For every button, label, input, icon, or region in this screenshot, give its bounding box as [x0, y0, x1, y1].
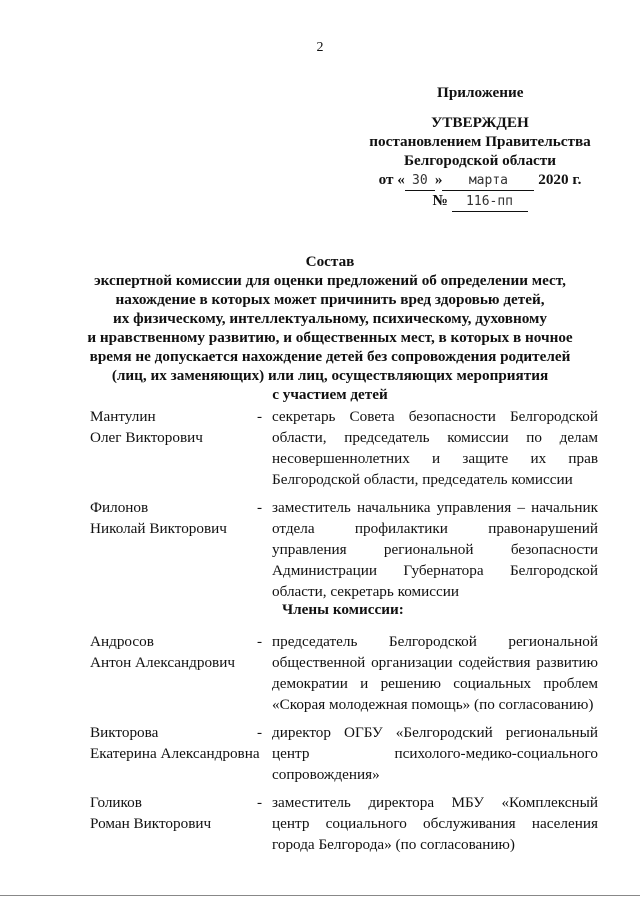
- page-number: 2: [316, 40, 324, 55]
- title-line: с участием детей: [272, 386, 388, 403]
- member-name: [90, 631, 263, 673]
- member-name: [90, 792, 263, 834]
- title-line: время не допускается нахождение детей без сопровождения родителей: [89, 348, 571, 365]
- approved-line-2: Белгородской области: [403, 152, 556, 169]
- decree-number-value: 116-пп: [466, 194, 514, 209]
- member-surname: Филонов: [90, 499, 149, 516]
- date-month: марта: [468, 173, 508, 188]
- member-role: заместитель начальника управления – начальник отдела профилактики правонарушений управления региональной безопасности Администрации Губернатора Белгородской области, секретарь комиссии: [272, 499, 598, 600]
- document-title: [70, 252, 590, 404]
- title-line: их физическому, интеллектуальному, психическому, духовному: [113, 310, 547, 327]
- member-role: председатель Белгородской региональной общественной организации содействия развитию демократии и решению социальных проблем «Скорая молодежная помощь» (по согласованию): [272, 633, 598, 713]
- member-dash: -: [257, 794, 263, 811]
- member-given-name: Роман Викторович: [90, 815, 212, 832]
- member-role: директор ОГБУ «Белгородский региональный центр психолого-медико-социального сопровождения»: [272, 724, 598, 783]
- member-given-name: Екатерина Александровна: [90, 745, 260, 762]
- member-role: секретарь Совета безопасности Белгородской области, председатель комиссии по делам несовершеннолетних и защите их прав Белгородской области, председатель комиссии: [272, 408, 598, 488]
- approved-line-1: постановлением Правительства: [369, 133, 591, 150]
- member-role: заместитель директора МБУ «Комплексный центр социального обслуживания населения города Белгорода» (по согласованию): [272, 794, 598, 853]
- appendix-label: Приложение: [437, 84, 524, 101]
- member-given-name: Николай Викторович: [90, 520, 227, 537]
- title-line: экспертной комиссии для оценки предложений об определении мест,: [94, 272, 566, 289]
- date-year: 2020 г.: [538, 171, 582, 188]
- number-label: №: [432, 192, 448, 209]
- member-given-name: Антон Александрович: [90, 654, 235, 671]
- member-dash: -: [257, 633, 263, 650]
- decree-date: [330, 170, 630, 191]
- member-name: [90, 722, 270, 764]
- title-heading: Состав: [305, 253, 355, 270]
- approved-title: УТВЕРЖДЕН: [431, 114, 529, 131]
- member-given-name: Олег Викторович: [90, 429, 203, 446]
- member-surname: Мантулин: [90, 408, 156, 425]
- members-heading: Члены комиссии:: [282, 601, 404, 618]
- member-name: [90, 497, 263, 539]
- title-line: (лиц, их заменяющих) или лиц, осуществляющих мероприятия: [111, 367, 549, 384]
- approval-block: [330, 113, 630, 212]
- member-name: [90, 406, 263, 448]
- member-dash: -: [257, 499, 263, 516]
- member-surname: Викторова: [90, 724, 159, 741]
- member-dash: -: [257, 408, 263, 425]
- decree-number: [330, 191, 630, 212]
- member-surname: Голиков: [90, 794, 142, 811]
- date-prefix: от «: [378, 171, 405, 188]
- date-mid: »: [434, 171, 443, 188]
- title-line: и нравственному развитию, и общественных мест, в которых в ночное: [87, 329, 573, 346]
- date-day: 30: [412, 173, 428, 188]
- member-dash: -: [257, 724, 263, 741]
- scan-edge-line: [0, 895, 640, 897]
- member-surname: Андросов: [90, 633, 154, 650]
- title-line: нахождение в которых может причинить вред здоровью детей,: [115, 291, 545, 308]
